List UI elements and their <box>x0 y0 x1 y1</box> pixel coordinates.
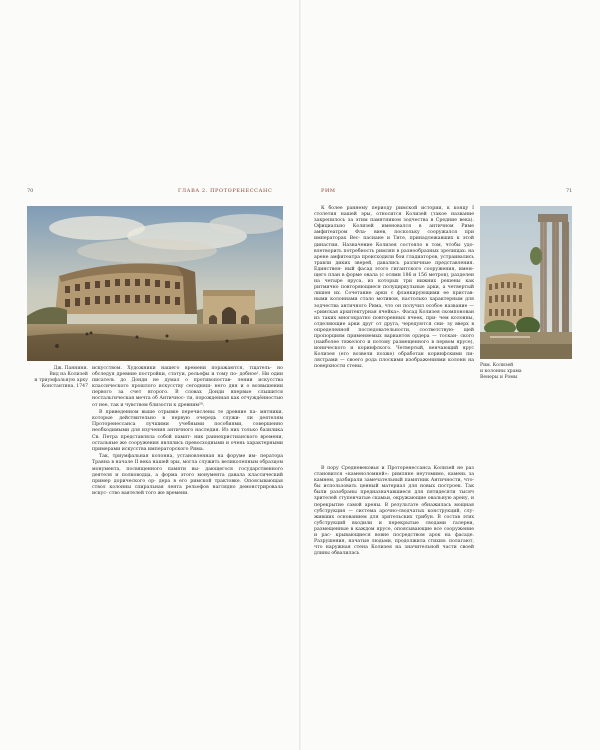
left-running-head: ГЛАВА 2. ПРОТОРЕНЕССАНС <box>178 188 273 194</box>
paragraph: В пору Средневековья и Проторенессанса Колизей не раз становился «каменоломней»: римляне неутомимо, камень за камнем, разбирали замечательный памятник Античности, что- бы использовать ценный материал для новых построек. Так были разобраны предназначавшиеся для пятидесяти тысяч зрителей ступенчатые скамьи, окружающие овальную арену, и перекрытие самой арены. В результате обнажилась мощная субструкция — система арочно-сводчатых конструкций, слу- живших основанием для зрительских трибун. В состав этих субструкций входили и перекрытые сводами галереи, размещенные в каждом ярусе, опоясывающие все сооружение и рас- крывающиеся вовне посредством арок на фасаде. Разрушения, начатые людьми, продолжила стихия: полагают, что наружная стена Колизея на значительной части своей длины обвалилась <box>314 466 474 557</box>
left-page-number: 70 <box>27 188 34 194</box>
right-body-text-bottom <box>314 466 474 559</box>
right-image-caption <box>480 363 572 381</box>
book-gutter <box>299 0 301 750</box>
colosseum-photo <box>480 206 572 359</box>
caption-line: Дж. Паннини. <box>53 366 88 371</box>
caption-line: Константина. 1747 <box>41 384 88 389</box>
right-page-number: 71 <box>566 188 573 194</box>
caption-line: Венеры и Ромы <box>480 375 518 380</box>
paragraph: искусством. Художники нашего времени поражаются, тщатель- но обследуя древние постройки, статуи, рельефы и тому по- добное¹. Ни один писатель до Донди не думал о противопостав- лении искусства классического прошлого искусству сегодняш- него дня и о возвышении первого за счет второго. В словах Донди впервые слышится ностальгическая мечта об Античнос- ти, порожденная как отчуждённостью от нее, так и чувством близости к древним²⁰. <box>92 366 283 408</box>
caption-line: и триумфальную арку <box>34 378 88 383</box>
paragraph: В приведенном выше отрывке перечислены те древние па- мятники, которые действительно в первую очередь служи- ли деятелям Проторенессанса лучшими учебными пособиями, совершенно необходимыми для изучения античного наследия. Из них только базилика Св. Петра представляла собой памят- ник раннехристианского времени, остальные же сооружения являлись превосходными и очень характерными примерами искусства императорского Рима. <box>92 410 283 452</box>
right-running-head: РИМ <box>321 188 336 194</box>
left-image-caption <box>27 366 88 390</box>
colosseum-painting <box>27 206 283 361</box>
caption-line: Рим. Колизей <box>480 363 514 368</box>
left-body-text <box>92 366 283 498</box>
paragraph: Так, триумфальная колонна, установленная на форуме им- ператора Траяна в начале II века нашей эры, могла служить великолепным образцом монумента, посвященного памяти вы- дающегося государственного деятеля и полководца, а форма этого монумента давала классический пример дорического ор- дера в его римской трактовке. Опоясывающая ствол колонны спиральная лента рельефов наглядно демонстрировала искус- ство ваятелей того же времени. <box>92 454 283 496</box>
right-body-text-top <box>314 206 474 372</box>
caption-line: Вид на Колизей <box>49 372 88 377</box>
caption-line: и колонны храма <box>480 369 522 374</box>
paragraph: К более раннему периоду римской истории, к концу I столетия нашей эры, относится Колизей (такое название закрепилось за этим памятником зодчества в Средние века). Официально Колизей именовался в античном Риме амфитеатром Фла- виев, поскольку сооружался при императорах Вес- пасиане и Тите, принадлежавших к этой династии. Назначение Колизея состояло в том, чтобы удо- влетворить потребность римлян в разнообразных зрелищах: на арене амфитеатра происходили бои гладиаторов, устраивались травли диких зверей, давались различные представления. Единствен- ный фасад этого гигантского сооружения, имею- щего план в форме овала (с осями 186 и 156 метров), разделен на четыре яруса, из которых три нижних решены как ритмично повторяющиеся полуциркульные арки, а четвертый лишен их. Сочетание арки с фланкирующими ее пристав- ными колоннами стало мотивом, настолько характерным для зодчества античного Рима, что он получил особое название — «римская архитектурная ячейка». Фасад Колизея скомпонован из таких многократно повторенных ячеек, при- чем колонны, отделяющие арки друг от друга, чередуются сни- зу вверх в определенной последовательности, соответствую- щей пропорциям применяемых вариантов ордера — тоскан- ского (наиболее тяжелого и потому размещенного в первом ярусе), ионического и коринфского. Четвертый, венчающий ярус Колизея (его возвели позже) обработан коринфскими пи- лястрами — своего рода плоскими изображениями колонн на поверхности стены. <box>314 206 474 370</box>
